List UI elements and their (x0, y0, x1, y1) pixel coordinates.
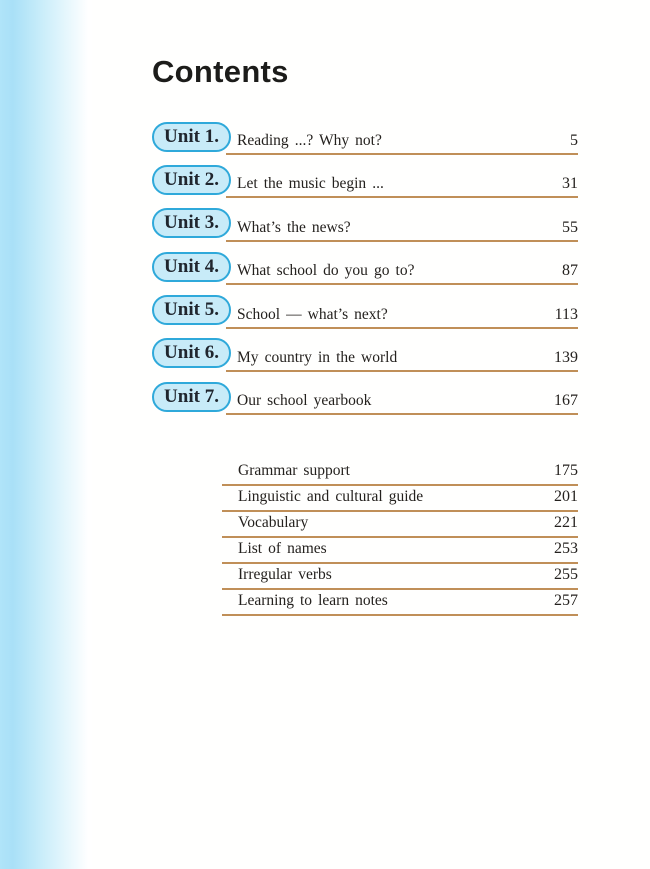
toc-entry (226, 175, 578, 198)
toc-unit-row (152, 251, 578, 285)
unit-badge: Unit 7. (152, 382, 231, 412)
appendix-page-number: 175 (554, 462, 578, 480)
unit-badge: Unit 4. (152, 252, 231, 282)
unit-badge: Unit 6. (152, 338, 231, 368)
toc-appendix-row (222, 486, 578, 512)
contents-area (152, 0, 578, 616)
toc-entry (226, 262, 578, 285)
appendix-title: Learning to learn notes (238, 592, 388, 610)
unit-title: Let the music begin ... (237, 175, 384, 193)
unit-title: Our school yearbook (237, 392, 372, 410)
appendix-page-number: 221 (554, 514, 578, 532)
toc-appendix-row (222, 512, 578, 538)
unit-badge: Unit 5. (152, 295, 231, 325)
appendix-page-number: 201 (554, 488, 578, 506)
toc-unit-row (152, 338, 578, 372)
unit-page-number: 87 (562, 262, 578, 280)
unit-page-number: 31 (562, 175, 578, 193)
unit-page-number: 5 (570, 132, 578, 149)
left-gradient-band (0, 0, 92, 869)
unit-title: My country in the world (237, 348, 398, 366)
appendix-title: Irregular verbs (238, 566, 332, 584)
unit-page-number: 55 (562, 218, 578, 236)
appendix-page-number: 257 (554, 592, 578, 610)
toc-entry (226, 306, 578, 329)
appendix-title: Linguistic and cultural guide (238, 488, 424, 506)
toc-unit-row (152, 121, 578, 155)
toc-entry (226, 392, 578, 415)
appendix-title: Grammar support (238, 462, 350, 480)
toc-appendix-row (222, 564, 578, 590)
unit-title: What’s the news? (237, 218, 351, 236)
toc-unit-row (152, 381, 578, 415)
appendix-title: List of names (238, 540, 327, 558)
unit-badge: Unit 1. (152, 122, 231, 152)
units-list (152, 121, 578, 415)
toc-unit-row (152, 208, 578, 242)
unit-page-number: 167 (554, 392, 578, 410)
page-title: Contents (152, 54, 289, 89)
toc-entry (226, 349, 578, 372)
unit-title: School — what’s next? (237, 305, 388, 323)
toc-appendix-row (222, 590, 578, 616)
toc-entry (226, 132, 578, 155)
toc-entry (226, 219, 578, 242)
unit-badge: Unit 3. (152, 208, 231, 238)
unit-title: What school do you go to? (237, 262, 415, 280)
appendix-list (222, 460, 578, 616)
toc-appendix-row (222, 460, 578, 486)
appendix-title: Vocabulary (238, 514, 309, 532)
unit-page-number: 139 (554, 348, 578, 366)
toc-appendix-row (222, 538, 578, 564)
appendix-page-number: 253 (554, 540, 578, 558)
toc-unit-row (152, 164, 578, 198)
appendix-page-number: 255 (554, 566, 578, 584)
unit-title: Reading ...? Why not? (237, 132, 382, 149)
toc-unit-row (152, 295, 578, 329)
unit-page-number: 113 (554, 305, 578, 323)
unit-badge: Unit 2. (152, 165, 231, 195)
